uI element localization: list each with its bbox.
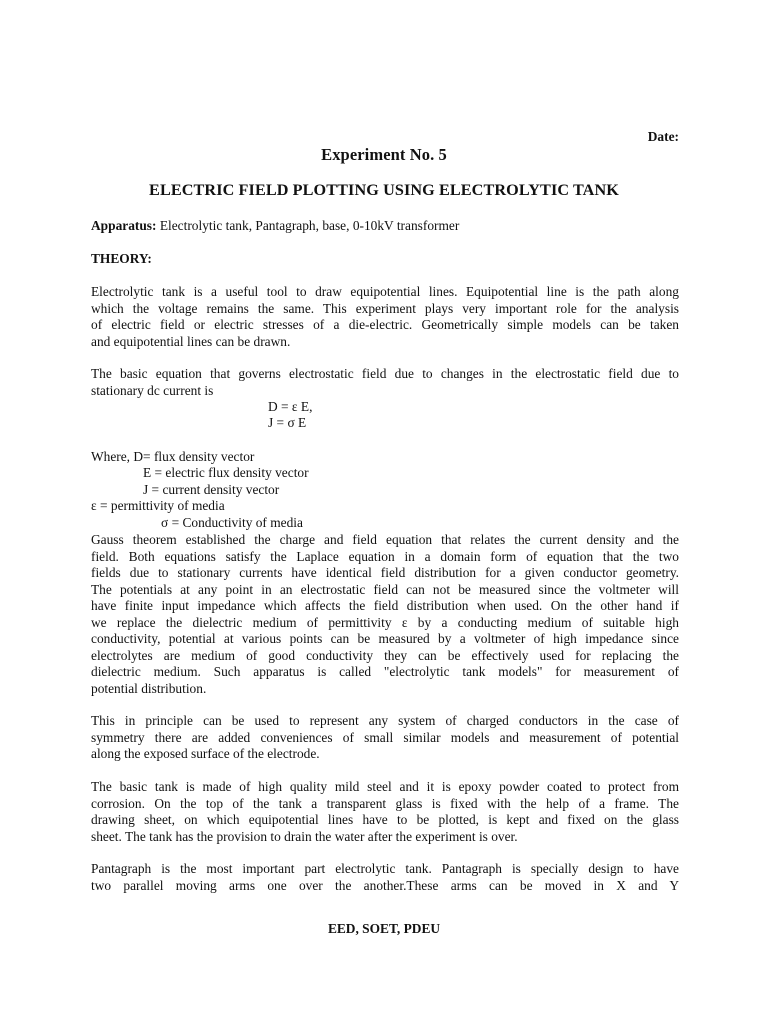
equation-flux-density: D = ε E,: [268, 399, 313, 414]
text-line: The potentials at any point in an electrostatic field can not be measured since the voltmeter will: [91, 581, 679, 597]
text-line: two parallel moving arms one over the another.These arms can be moved in X and Y: [91, 877, 679, 893]
experiment-number: Experiment No. 5: [321, 145, 447, 164]
text-line: conductivity, potential at various points can be measured by a voltmeter of high impedance since: [91, 631, 679, 646]
text-line: Gauss theorem established the charge and field equation that relates the current density and the: [91, 532, 679, 547]
definition-electric-flux: E = electric flux density vector: [143, 465, 309, 480]
text-line: Pantagraph is the most important part electrolytic tank. Pantagraph is specially design to have: [91, 861, 679, 876]
paragraph-basic-tank: [91, 779, 679, 845]
text-line: we replace the dielectric medium of permittivity ε by a conducting medium of suitable high: [91, 614, 679, 630]
text-line: drawing sheet, on which equipotential lines have to be plotted, is kept and fixed on the glass: [91, 812, 679, 827]
date-label: Date:: [647, 129, 679, 144]
paragraph-pantagraph: [91, 861, 679, 894]
text-line: Electrolytic tank is a useful tool to draw equipotential lines. Equipotential line is the path along: [91, 284, 679, 299]
equation-current-density: J = σ E: [268, 415, 307, 430]
text-line: have finite input impedance which affects the field distribution when used. On the other hand if: [91, 598, 679, 613]
page-footer: EED, SOET, PDEU: [327, 921, 441, 936]
text-line: corrosion. On the top of the tank a transparent glass is fixed with the help of a frame. The: [91, 795, 679, 811]
text-line: and equipotential lines can be drawn.: [91, 333, 291, 349]
text-line: The basic equation that governs electrostatic field due to changes in the electrostatic field due to: [91, 366, 679, 381]
text-line: dielectric medium. Such apparatus is called "electrolytic tank models" for measurement of: [91, 664, 679, 679]
paragraph-basic-equation: [91, 366, 679, 399]
text-line: This in principle can be used to represent any system of charged conductors in the case of: [91, 713, 679, 728]
text-line: potential distribution.: [91, 680, 207, 696]
text-line: field. Both equations satisfy the Laplace equation in a domain form of equation that the two: [91, 548, 679, 564]
apparatus-line: [91, 218, 459, 234]
theory-heading: THEORY:: [91, 251, 152, 266]
text-line: of electric field or electric stresses of a die-electric. Geometrically simple models can be taken: [91, 317, 679, 332]
paragraph-intro: [91, 284, 679, 350]
definition-current-density: J = current density vector: [143, 482, 280, 497]
paragraph-gauss-theorem: [91, 532, 679, 697]
definition-flux-density: Where, D= flux density vector: [91, 449, 255, 464]
paragraph-principle: [91, 713, 679, 763]
text-line: which the voltage remains the same. This experiment plays very important role for the analysis: [91, 300, 679, 316]
page-title: ELECTRIC FIELD PLOTTING USING ELECTROLYTIC TANK: [149, 181, 619, 199]
text-line: symmetry there are added conveniences of small similar models and measurement of potential: [91, 729, 679, 745]
definition-permittivity: ε = permittivity of media: [91, 498, 225, 513]
text-line: stationary dc current is: [91, 382, 214, 398]
text-line: sheet. The tank has the provision to drain the water after the experiment is over.: [91, 828, 518, 844]
text-line: electrolytes are medium of good conductivity they can be effectively used for replacing the: [91, 647, 679, 663]
text-line: along the exposed surface of the electrode.: [91, 746, 320, 761]
definition-conductivity: σ = Conductivity of media: [161, 515, 303, 530]
apparatus-label: Apparatus:: [91, 218, 157, 233]
text-line: The basic tank is made of high quality mild steel and it is epoxy powder coated to protect from: [91, 779, 679, 794]
apparatus-text: Electrolytic tank, Pantagraph, base, 0-10kV transformer: [156, 218, 460, 233]
text-line: fields due to stationary currents have identical field distribution for a given conductor geometry.: [91, 565, 679, 580]
